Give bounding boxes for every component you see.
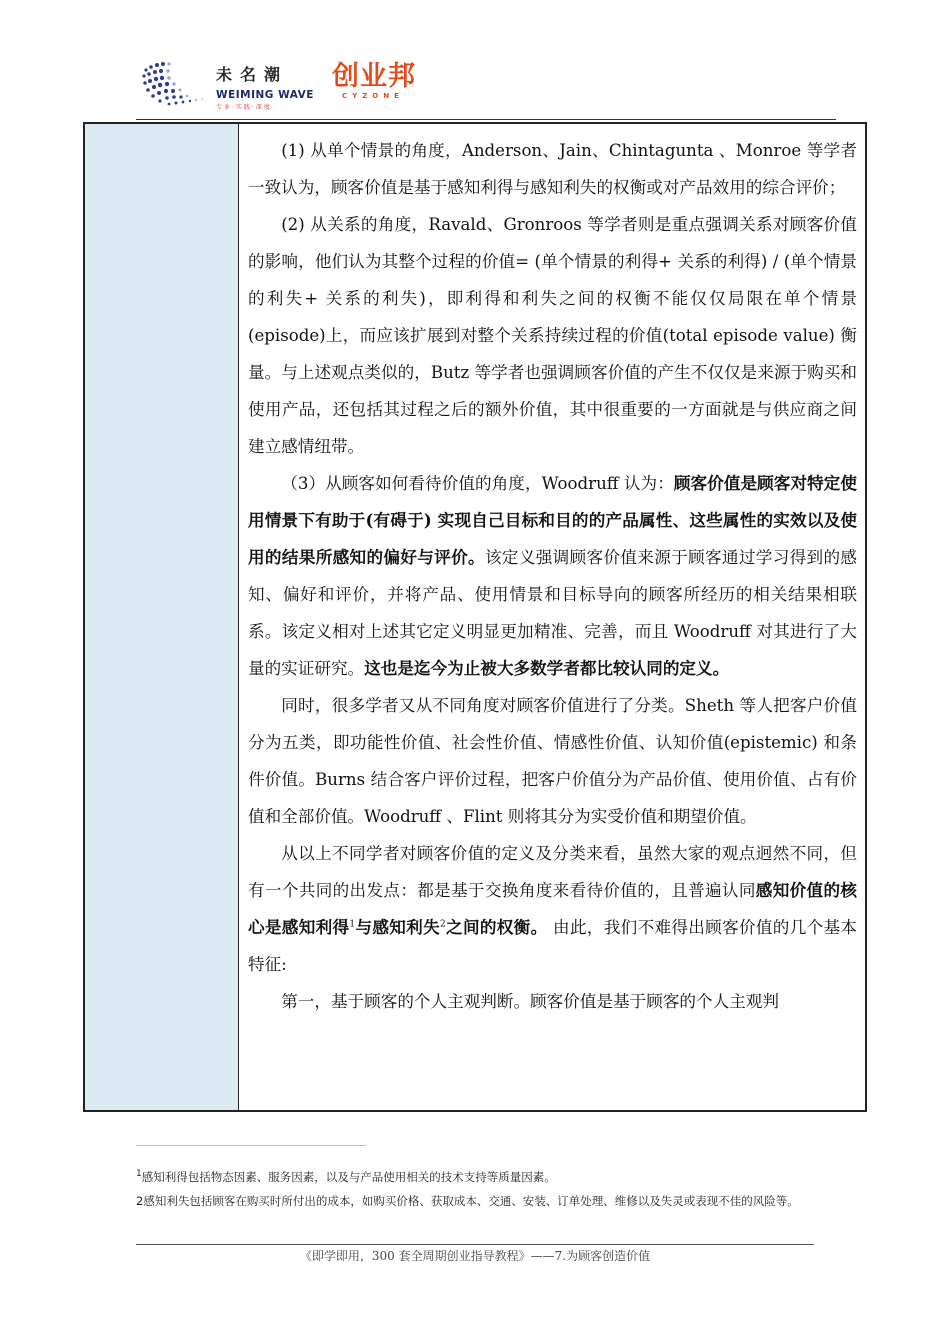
p5-text-a: 从以上不同学者对顾客价值的定义及分类来看，虽然大家的观点迥然不同，但有一个共同的出发点：都是基于交换角度来看待价值的，且普遍认同 [248, 844, 857, 900]
header-divider [136, 119, 836, 120]
page-footer: 《即学即用，300 套全周期创业指导教程》——7.为顾客创造价值 [299, 1249, 651, 1263]
paragraph-1: (1) 从单个情景的角度，Anderson、Jain、Chintagunta 、Monroe 等学者一致认为，顾客价值是基于感知利得与感知利失的权衡或对产品效用的综合评价； [248, 141, 857, 197]
weiming-wave-logo-icon [136, 56, 208, 112]
paragraph-4: 同时，很多学者又从不同角度对顾客价值进行了分类。Sheth 等人把客户价值分为五类，即功能性价值、社会性价值、情感性价值、认知价值(epistemic) 和条件价值。Burns 结合客户评价过程，把客户价值分为产品价值、使用价值、占有价值和全部价值。Woodruff 、Flint 则将其分为实受价值和期望价值。 [248, 696, 857, 826]
p5-bold-b: 与感知利失 [355, 917, 440, 937]
table-left-cell [85, 124, 239, 1110]
p3-bold-conclusion: 这也是迄今为止被大多数学者都比较认同的定义。 [364, 658, 730, 678]
footer-divider [136, 1244, 814, 1245]
logo-tagline: 专业·实践·深度 [216, 104, 272, 111]
weiming-wave-wordmark [216, 62, 314, 111]
paragraph-3 [248, 465, 857, 687]
cyzone-cn: 创业邦 [332, 61, 416, 92]
cyzone-logo [332, 62, 416, 100]
p5-bold-a: 感知价值的核心是感知利得 [248, 880, 858, 937]
footnote-ref-1[interactable]: 1 [349, 919, 356, 930]
footnote-divider [136, 1145, 366, 1146]
footnote-ref-2[interactable]: 2 [440, 919, 446, 930]
p3-text-c: 该定义强调顾客价值来源于顾客通过学习得到的感知、偏好和评价，并将产品、使用情景和目标导向的顾客所经历的相关结果相联系。该定义相对上述其它定义明显更加精准、完善，而且 Woodruff 对其进行了大量的实证研究。 [248, 548, 858, 678]
footnote-1 [136, 1168, 820, 1187]
logo-en: WEIMING WAVE [216, 89, 314, 101]
p3-text-a: （3）从顾客如何看待价值的角度，Woodruff 认为： [281, 474, 674, 493]
p5-bold-c: 之间的权衡。 [445, 917, 548, 937]
p3-bold-definition: 顾客价值是顾客对特定使用情景下有助于(有碍于) 实现自己目标和目的的产品属性、这些属性的实效以及使用的结果所感知的偏好与评价。 [248, 473, 857, 567]
paragraph-2: (2) 从关系的角度，Ravald、Gronroos 等学者则是重点强调关系对顾客价值的影响，他们认为其整个过程的价值= (单个情景的利得+ 关系的利得) / (单个情景的利失+ 关系的利失)，即利得和利失之间的权衡不能仅仅局限在单个情景(episode)上，而应该扩展到对整个关系持续过程的价值(total episode value) 衡量。与上述观点类似的，Butz 等学者也强调顾客价值的产生不仅仅是来源于购买和使用产品，还包括其过程之后的额外价值，其中很重要的一方面就是与供应商之间建立感情纽带。 [248, 215, 857, 456]
p5-text-e: 由此，我们不难得出顾客价值的几个基本特征: [248, 918, 858, 974]
logo-cn: 未名潮 [216, 65, 289, 84]
cyzone-en: CYZONE [342, 92, 404, 100]
footnote-1-text: 感知利得包括物态因素、服务因素，以及与产品使用相关的技术支持等质量因素。 [141, 1170, 556, 1184]
footnote-1-mark: 1 [136, 1169, 142, 1180]
paragraph-6: 第一，基于顾客的个人主观判断。顾客价值是基于顾客的个人主观判 [281, 992, 779, 1011]
page-header [136, 56, 836, 116]
content-table [83, 122, 867, 1112]
table-right-cell [239, 124, 865, 1110]
footnote-2: 2感知利失包括顾客在购买时所付出的成本，如购买价格、获取成本、交通、安装、订单处理、维修以及失灵或表现不佳的风险等。 [136, 1194, 799, 1208]
paragraph-5 [248, 835, 857, 983]
